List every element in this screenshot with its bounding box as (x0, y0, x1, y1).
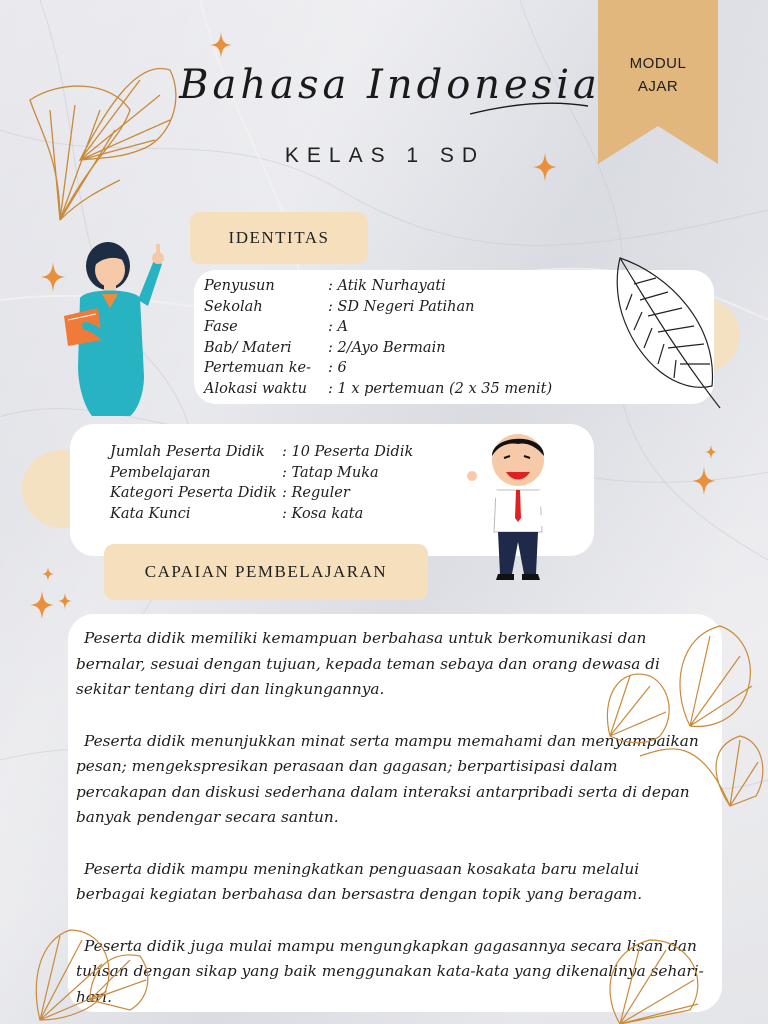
capaian-paragraph (76, 857, 712, 908)
identitas-heading: IDENTITAS (228, 228, 330, 247)
identitas-label: Sekolah (204, 298, 263, 315)
capaian-content (76, 626, 712, 1010)
sparkle-icon (58, 592, 72, 610)
ribbon-label (598, 52, 718, 98)
capaian-paragraph-text: Peserta didik menunjukkan minat serta mampu memahami dan menyampaikan pesan; mengekspresikan perasaan dan gagasan; berpartisipasi dalam percakapan dan diskusi sederhana dalam interaksi antarpribadi serta di depan banyak pendengar secara santun. (76, 731, 699, 826)
capaian-paragraph-text: Peserta didik juga mulai mampu mengungkapkan gagasannya secara lisan dan tulisan dengan sikap yang baik menggunakan kata-kata yang dikenalinya sehari-hari. (76, 936, 704, 1006)
capaian-paragraph (76, 934, 712, 1011)
peserta-label: Kata Kunci (110, 505, 191, 522)
ribbon-line-1: MODUL (629, 55, 687, 72)
peserta-value: : Tatap Muka (282, 464, 379, 481)
identitas-list (204, 276, 552, 400)
identitas-row (204, 358, 552, 379)
identitas-value: : Atik Nurhayati (328, 278, 446, 294)
peserta-value: : 10 Peserta Didik (282, 444, 414, 460)
sparkle-icon (40, 262, 66, 292)
identitas-heading-tag (190, 212, 368, 264)
identitas-value: : SD Negeri Patihan (328, 298, 475, 315)
sparkle-icon (42, 566, 54, 582)
capaian-paragraph-text: Peserta didik memiliki kemampuan berbahasa untuk berkomunikasi dan bernalar, sesuai dengan tujuan, kepada teman sebaya dan orang dewasa di sekitar tentang diri dan lingkungannya. (76, 629, 660, 698)
capaian-heading: CAPAIAN PEMBELAJARAN (144, 562, 388, 581)
identitas-row (204, 317, 552, 338)
identitas-label: Pertemuan ke- (204, 360, 311, 377)
identitas-value: : 2/Ayo Bermain (328, 339, 446, 356)
identitas-row (204, 276, 552, 297)
capaian-paragraph (76, 626, 712, 703)
peserta-row (110, 504, 413, 525)
peserta-row (110, 483, 413, 504)
identitas-label: Alokasi waktu (204, 380, 307, 397)
capaian-heading-tag (104, 544, 428, 600)
identitas-value: : A (328, 319, 348, 336)
identitas-label: Bab/ Materi (204, 339, 292, 356)
sparkle-icon (533, 152, 557, 182)
peserta-list (110, 442, 413, 524)
peserta-label: Pembelajaran (110, 464, 211, 481)
identitas-row (204, 338, 552, 359)
page-title: Bahasa Indonesia (179, 62, 601, 108)
sparkle-icon (30, 590, 54, 620)
capaian-paragraph-text: Peserta didik mampu meningkatkan penguasaan kosakata baru melalui berbagai kegiatan berbahasa dan bersastra dengan topik yang beragam. (76, 859, 643, 903)
sparkle-icon (705, 444, 717, 460)
capaian-paragraph (76, 729, 712, 831)
peserta-label: Kategori Peserta Didik (110, 485, 277, 502)
identitas-row (204, 297, 552, 318)
identitas-value: : 1 x pertemuan (2 x 35 menit) (328, 380, 553, 397)
identitas-row (204, 379, 552, 400)
sparkle-icon (692, 466, 716, 496)
ribbon-line-2: AJAR (637, 78, 679, 95)
peserta-value: : Kosa kata (282, 505, 364, 522)
peserta-row (110, 463, 413, 484)
teacher-illustration (58, 236, 188, 420)
identitas-value: : 6 (328, 360, 347, 377)
class-subtitle: KELAS 1 SD (284, 144, 486, 167)
peserta-label: Jumlah Peserta Didik (110, 444, 265, 460)
identitas-label: Penyusun (204, 278, 275, 294)
peserta-row (110, 442, 413, 463)
sparkle-icon (210, 32, 232, 58)
peserta-value: : Reguler (282, 485, 350, 502)
identitas-label: Fase (204, 319, 238, 336)
